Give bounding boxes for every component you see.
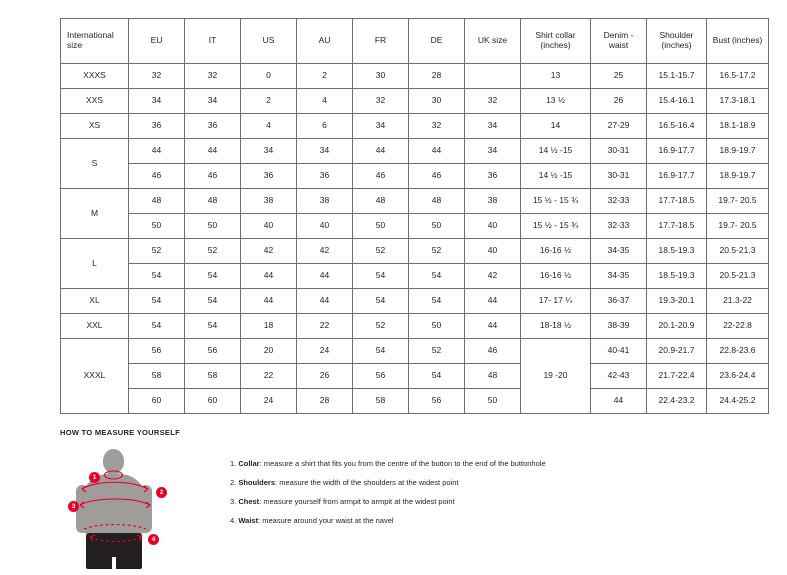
cell-5: 32: [409, 114, 465, 139]
cell-0: 54: [129, 264, 185, 289]
cell-10: 18.9-19.7: [707, 164, 769, 189]
cell-2: 44: [241, 264, 297, 289]
size-label-cell: XXXL: [61, 339, 129, 414]
cell-8: 32-33: [591, 189, 647, 214]
cell-2: 0: [241, 64, 297, 89]
cell-8: 30-31: [591, 164, 647, 189]
cell-0: 44: [129, 139, 185, 164]
cell-6: 36: [465, 164, 521, 189]
column-header-6: DE: [409, 19, 465, 64]
cell-0: 56: [129, 339, 185, 364]
cell-10: 18.9-19.7: [707, 139, 769, 164]
cell-1: 46: [185, 164, 241, 189]
cell-10: 19.7- 20.5: [707, 214, 769, 239]
cell-9: 17.7-18.5: [647, 214, 707, 239]
cell-collar: 15 ½ - 15 ¾: [521, 189, 591, 214]
step-number: 4.: [230, 516, 239, 526]
body-figure-illustration: [60, 445, 170, 570]
cell-collar: 16-16 ½: [521, 239, 591, 264]
cell-8: 38-39: [591, 314, 647, 339]
table-body: [61, 64, 769, 414]
table-row: [61, 214, 769, 239]
cell-3: 28: [297, 389, 353, 414]
step-number: 1.: [230, 459, 239, 468]
cell-collar: 14 ½ -15: [521, 164, 591, 189]
cell-2: 4: [241, 114, 297, 139]
column-header-4: AU: [297, 19, 353, 64]
cell-9: 16.5-16.4: [647, 114, 707, 139]
cell-1: 50: [185, 214, 241, 239]
cell-9: 19.3-20.1: [647, 289, 707, 314]
cell-10: 21.3-22: [707, 289, 769, 314]
cell-9: 17.7-18.5: [647, 189, 707, 214]
cell-3: 44: [297, 264, 353, 289]
column-header-11: Bust (inches): [707, 19, 769, 64]
cell-6: 38: [465, 189, 521, 214]
cell-collar: 18-18 ½: [521, 314, 591, 339]
step-term: Waist: [238, 516, 259, 526]
cell-2: 24: [241, 389, 297, 414]
cell-4: 30: [353, 64, 409, 89]
cell-1: 54: [185, 264, 241, 289]
size-chart-table: [60, 18, 769, 414]
size-label-cell: XXS: [61, 89, 129, 114]
measure-step-3: [230, 497, 546, 507]
size-label-cell: XXL: [61, 314, 129, 339]
cell-4: 56: [353, 364, 409, 389]
step-number: 3.: [230, 497, 239, 507]
cell-5: 50: [409, 314, 465, 339]
table-row: [61, 339, 769, 364]
cell-10: 20.5-21.3: [707, 239, 769, 264]
table-row: [61, 114, 769, 139]
cell-2: 40: [241, 214, 297, 239]
table-header-row: [61, 19, 769, 64]
cell-9: 21.7-22.4: [647, 364, 707, 389]
cell-3: 38: [297, 189, 353, 214]
cell-9: 20.1-20.9: [647, 314, 707, 339]
cell-10: 17.3-18.1: [707, 89, 769, 114]
column-header-3: US: [241, 19, 297, 64]
table-row: [61, 264, 769, 289]
cell-6: 50: [465, 389, 521, 414]
cell-1: 54: [185, 314, 241, 339]
table-row: [61, 164, 769, 189]
cell-9: 15.4-16.1: [647, 89, 707, 114]
cell-collar: 17- 17 ¼: [521, 289, 591, 314]
step-text: : measure around your waist at the navel: [258, 516, 394, 526]
measure-step-4: [230, 516, 546, 526]
cell-1: 34: [185, 89, 241, 114]
cell-6: [465, 64, 521, 89]
measure-step-2: [230, 478, 546, 488]
column-header-7: UK size: [465, 19, 521, 64]
cell-8: 42-43: [591, 364, 647, 389]
cell-0: 36: [129, 114, 185, 139]
cell-3: 2: [297, 64, 353, 89]
column-header-0: International size: [61, 19, 129, 64]
table-row: [61, 239, 769, 264]
table-row: [61, 64, 769, 89]
cell-4: 32: [353, 89, 409, 114]
cell-9: 22.4-23.2: [647, 389, 707, 414]
cell-10: 22-22.8: [707, 314, 769, 339]
cell-4: 46: [353, 164, 409, 189]
cell-0: 54: [129, 289, 185, 314]
cell-6: 48: [465, 364, 521, 389]
step-number: 2.: [230, 478, 239, 488]
cell-1: 36: [185, 114, 241, 139]
cell-5: 48: [409, 189, 465, 214]
cell-8: 34-35: [591, 239, 647, 264]
step-term: Collar: [238, 459, 260, 468]
cell-3: 24: [297, 339, 353, 364]
cell-2: 34: [241, 139, 297, 164]
cell-5: 28: [409, 64, 465, 89]
size-label-cell: M: [61, 189, 129, 239]
cell-8: 30-31: [591, 139, 647, 164]
cell-collar: 16-16 ½: [521, 264, 591, 289]
how-to-measure-section: [60, 428, 760, 570]
cell-8: 34-35: [591, 264, 647, 289]
cell-4: 44: [353, 139, 409, 164]
cell-10: 22.8-23.6: [707, 339, 769, 364]
cell-9: 16.9-17.7: [647, 164, 707, 189]
cell-8: 26: [591, 89, 647, 114]
cell-10: 19.7- 20.5: [707, 189, 769, 214]
table-row: [61, 289, 769, 314]
cell-6: 34: [465, 139, 521, 164]
cell-4: 34: [353, 114, 409, 139]
cell-0: 54: [129, 314, 185, 339]
cell-collar: 13: [521, 64, 591, 89]
cell-10: 20.5-21.3: [707, 264, 769, 289]
cell-4: 52: [353, 314, 409, 339]
marker-2-shoulders: 2: [156, 487, 167, 498]
cell-collar: 19 -20: [521, 339, 591, 414]
cell-8: 32-33: [591, 214, 647, 239]
step-term: Chest: [238, 497, 260, 507]
cell-4: 54: [353, 289, 409, 314]
marker-3-chest: 3: [68, 501, 79, 512]
cell-10: 18.1-18.9: [707, 114, 769, 139]
cell-5: 54: [409, 264, 465, 289]
cell-collar: 13 ½: [521, 89, 591, 114]
cell-6: 42: [465, 264, 521, 289]
cell-9: 15.1-15.7: [647, 64, 707, 89]
cell-3: 4: [297, 89, 353, 114]
cell-1: 54: [185, 289, 241, 314]
cell-2: 42: [241, 239, 297, 264]
cell-9: 18.5-19.3: [647, 264, 707, 289]
cell-8: 40-41: [591, 339, 647, 364]
cell-9: 20.9-21.7: [647, 339, 707, 364]
table-row: [61, 89, 769, 114]
cell-5: 52: [409, 339, 465, 364]
cell-4: 58: [353, 389, 409, 414]
column-header-9: Denim - waist: [591, 19, 647, 64]
cell-4: 52: [353, 239, 409, 264]
column-header-10: Shoulder (inches): [647, 19, 707, 64]
step-text: : measure a shirt that fits you from the centre of the button to the end of the buttonhole: [259, 459, 546, 468]
cell-3: 42: [297, 239, 353, 264]
cell-1: 56: [185, 339, 241, 364]
size-label-cell: S: [61, 139, 129, 189]
cell-6: 34: [465, 114, 521, 139]
cell-5: 54: [409, 364, 465, 389]
cell-5: 54: [409, 289, 465, 314]
marker-1-collar: 1: [89, 472, 100, 483]
cell-2: 36: [241, 164, 297, 189]
cell-5: 46: [409, 164, 465, 189]
cell-8: 44: [591, 389, 647, 414]
cell-3: 36: [297, 164, 353, 189]
cell-0: 60: [129, 389, 185, 414]
cell-10: 24.4-25.2: [707, 389, 769, 414]
size-label-cell: XS: [61, 114, 129, 139]
cell-4: 48: [353, 189, 409, 214]
cell-3: 6: [297, 114, 353, 139]
cell-1: 44: [185, 139, 241, 164]
cell-1: 52: [185, 239, 241, 264]
cell-10: 16.5-17.2: [707, 64, 769, 89]
size-chart-table-wrapper: [60, 18, 763, 414]
cell-5: 52: [409, 239, 465, 264]
cell-3: 34: [297, 139, 353, 164]
cell-2: 38: [241, 189, 297, 214]
cell-collar: 14: [521, 114, 591, 139]
cell-6: 32: [465, 89, 521, 114]
step-text: : measure the width of the shoulders at the widest point: [275, 478, 459, 488]
cell-4: 50: [353, 214, 409, 239]
cell-3: 22: [297, 314, 353, 339]
cell-0: 50: [129, 214, 185, 239]
cell-2: 22: [241, 364, 297, 389]
cell-5: 50: [409, 214, 465, 239]
column-header-5: FR: [353, 19, 409, 64]
cell-0: 46: [129, 164, 185, 189]
size-label-cell: XXXS: [61, 64, 129, 89]
how-to-measure-body: [60, 445, 760, 570]
cell-6: 40: [465, 239, 521, 264]
cell-0: 34: [129, 89, 185, 114]
table-row: [61, 389, 769, 414]
cell-9: 18.5-19.3: [647, 239, 707, 264]
cell-1: 60: [185, 389, 241, 414]
column-header-2: IT: [185, 19, 241, 64]
cell-collar: 15 ½ - 15 ¾: [521, 214, 591, 239]
cell-2: 2: [241, 89, 297, 114]
how-to-measure-title: HOW TO MEASURE YOURSELF: [60, 428, 180, 437]
table-row: [61, 314, 769, 339]
table-row: [61, 139, 769, 164]
cell-1: 32: [185, 64, 241, 89]
cell-3: 44: [297, 289, 353, 314]
cell-8: 36-37: [591, 289, 647, 314]
measure-step-1: [230, 459, 546, 469]
cell-2: 20: [241, 339, 297, 364]
cell-2: 44: [241, 289, 297, 314]
cell-1: 58: [185, 364, 241, 389]
cell-8: 27-29: [591, 114, 647, 139]
cell-5: 56: [409, 389, 465, 414]
cell-2: 18: [241, 314, 297, 339]
cell-1: 48: [185, 189, 241, 214]
step-term: Shoulders: [238, 478, 276, 488]
cell-0: 52: [129, 239, 185, 264]
cell-10: 23.6-24.4: [707, 364, 769, 389]
cell-6: 44: [465, 289, 521, 314]
cell-0: 48: [129, 189, 185, 214]
cell-6: 44: [465, 314, 521, 339]
cell-5: 44: [409, 139, 465, 164]
marker-4-waist: 4: [148, 534, 159, 545]
cell-3: 26: [297, 364, 353, 389]
column-header-8: Shirt collar (inches): [521, 19, 591, 64]
cell-4: 54: [353, 339, 409, 364]
measure-steps-list: [230, 445, 546, 536]
cell-3: 40: [297, 214, 353, 239]
table-row: [61, 189, 769, 214]
column-header-1: EU: [129, 19, 185, 64]
cell-collar: 14 ½ -15: [521, 139, 591, 164]
size-label-cell: L: [61, 239, 129, 289]
cell-4: 54: [353, 264, 409, 289]
cell-6: 46: [465, 339, 521, 364]
cell-0: 58: [129, 364, 185, 389]
size-label-cell: XL: [61, 289, 129, 314]
cell-6: 40: [465, 214, 521, 239]
step-text: : measure yourself from armpit to armpit at the widest point: [259, 497, 455, 507]
table-row: [61, 364, 769, 389]
cell-9: 16.9-17.7: [647, 139, 707, 164]
cell-8: 25: [591, 64, 647, 89]
cell-0: 32: [129, 64, 185, 89]
cell-5: 30: [409, 89, 465, 114]
